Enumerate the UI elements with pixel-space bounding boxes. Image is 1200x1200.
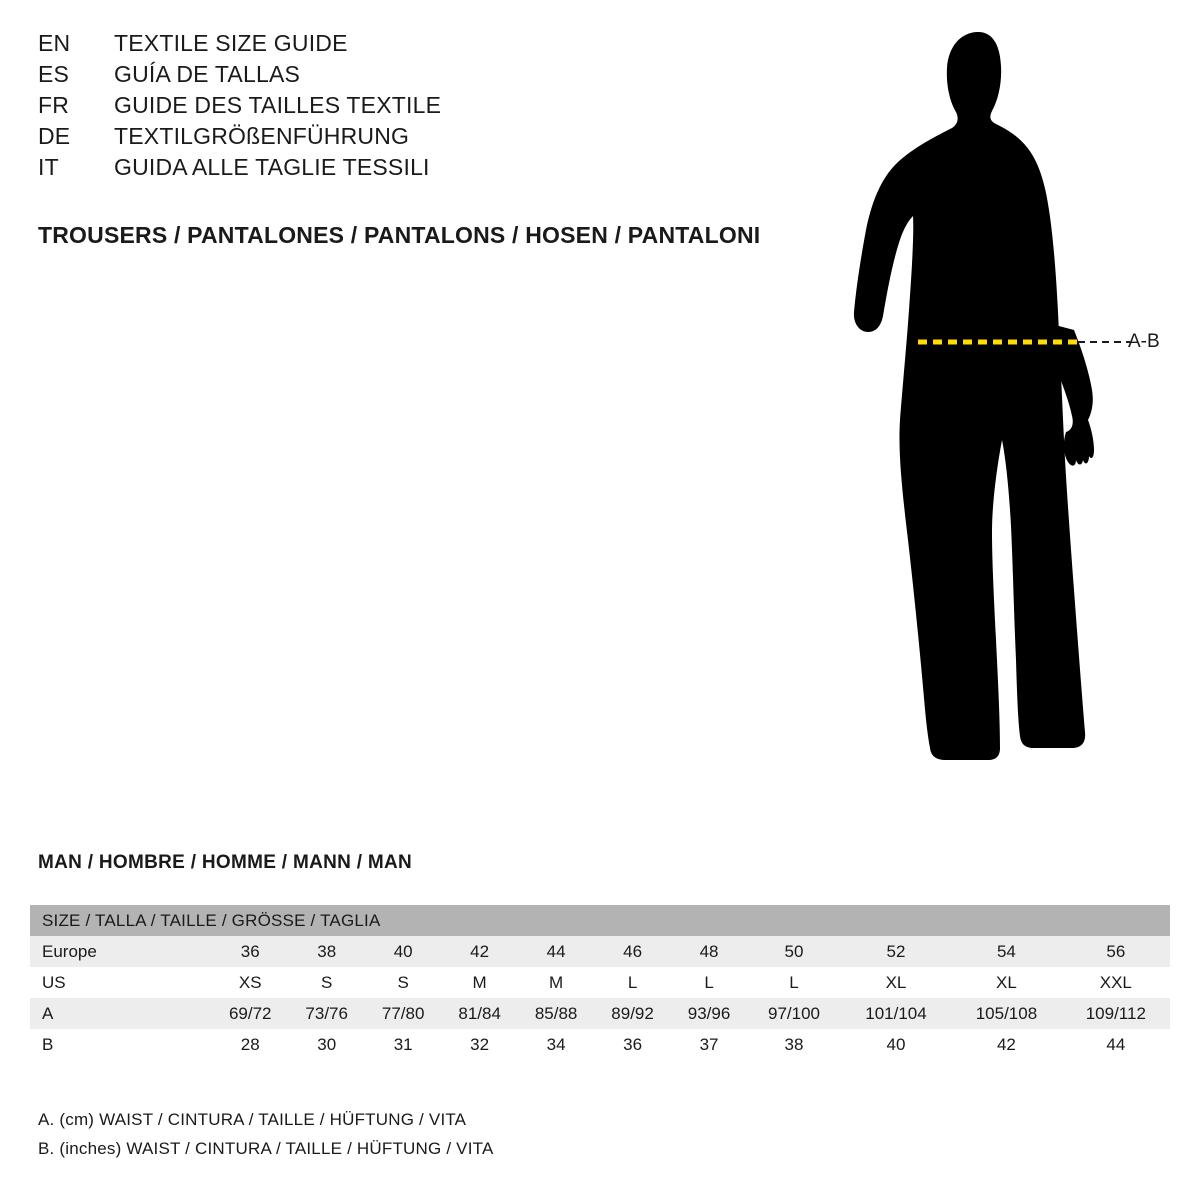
table-row <box>30 998 1170 1029</box>
language-row <box>38 123 818 154</box>
language-code: FR <box>38 92 70 118</box>
language-code: DE <box>38 123 71 149</box>
language-text: GUIDE DES TAILLES TEXTILE <box>114 92 442 118</box>
table-cell: 48 <box>699 941 719 961</box>
table-cell: 73/76 <box>305 1003 348 1023</box>
table-cell: M <box>472 972 487 992</box>
row-label: Europe <box>42 941 97 961</box>
row-label: B <box>42 1034 54 1054</box>
table-cell: 38 <box>317 941 337 961</box>
table-cell: XXL <box>1099 972 1132 992</box>
table-cell: XL <box>885 972 907 992</box>
language-code: IT <box>38 154 59 180</box>
table-cell: 36 <box>623 1034 643 1054</box>
table-cell: 81/84 <box>458 1003 501 1023</box>
table-cell: 44 <box>1106 1034 1126 1054</box>
table-cell: 56 <box>1106 941 1126 961</box>
table-cell: 44 <box>546 941 566 961</box>
table-cell: 46 <box>623 941 643 961</box>
table-cell: 109/112 <box>1085 1003 1146 1023</box>
language-row <box>38 30 818 61</box>
measure-label-ab: A-B <box>1128 331 1160 352</box>
table-section-title: MAN / HOMBRE / HOMME / MANN / MAN <box>38 852 413 873</box>
row-label: US <box>42 972 66 992</box>
table-cell: 52 <box>886 941 906 961</box>
table-cell: XS <box>238 972 262 992</box>
table-cell: 105/108 <box>975 1003 1038 1023</box>
table-cell: L <box>704 972 714 992</box>
size-table <box>30 905 1170 1060</box>
language-text: GUÍA DE TALLAS <box>114 61 301 87</box>
footnote-a: A. (cm) WAIST / CINTURA / TAILLE / HÜFTUNG / VITA <box>38 1110 467 1129</box>
language-text: GUIDA ALLE TAGLIE TESSILI <box>114 154 430 180</box>
table-cell: 40 <box>393 941 413 961</box>
table-header-row <box>30 905 1170 936</box>
language-row <box>38 154 818 185</box>
footnote-list <box>38 1110 494 1168</box>
table-cell: L <box>627 972 638 992</box>
language-code: ES <box>38 61 70 87</box>
table-cell: 38 <box>784 1034 804 1054</box>
table-cell: S <box>397 972 409 992</box>
figure-illustration <box>810 20 1190 810</box>
table-cell: M <box>549 972 564 992</box>
table-cell: 54 <box>996 941 1016 961</box>
table-cell: 42 <box>996 1034 1016 1054</box>
table-row <box>30 1029 1170 1060</box>
table-cell: 37 <box>699 1034 719 1054</box>
table-cell: S <box>321 972 333 992</box>
table-cell: 85/88 <box>534 1003 578 1023</box>
table-row <box>30 936 1170 967</box>
language-code: EN <box>38 30 71 56</box>
table-cell: 50 <box>784 941 804 961</box>
table-cell: 31 <box>393 1034 413 1054</box>
garment-type-title: TROUSERS / PANTALONES / PANTALONS / HOSEN / PANTALONI <box>38 222 761 248</box>
table-cell: 34 <box>546 1034 566 1054</box>
table-cell: XL <box>996 972 1017 992</box>
table-header-label: SIZE / TALLA / TAILLE / GRÖSSE / TAGLIA <box>42 910 381 930</box>
table-row <box>30 967 1170 998</box>
table-cell: 77/80 <box>381 1003 425 1023</box>
table-cell: 36 <box>240 941 260 961</box>
table-cell: 40 <box>886 1034 906 1054</box>
language-text: TEXTILE SIZE GUIDE <box>114 30 348 56</box>
table-cell: 30 <box>317 1034 337 1054</box>
table-cell: 89/92 <box>611 1003 654 1023</box>
table-cell: L <box>789 972 799 992</box>
row-label: A <box>42 1003 54 1023</box>
table-cell: 101/104 <box>865 1003 927 1023</box>
language-list <box>38 30 818 185</box>
table-cell: 97/100 <box>768 1003 821 1023</box>
language-row <box>38 61 818 92</box>
language-row <box>38 92 818 123</box>
table-cell: 28 <box>240 1034 260 1054</box>
man-silhouette-icon <box>810 20 1190 810</box>
table-cell: 69/72 <box>228 1003 272 1023</box>
table-cell: 32 <box>470 1034 490 1054</box>
language-text: TEXTILGRÖßENFÜHRUNG <box>114 123 410 149</box>
table-cell: 93/96 <box>687 1003 731 1023</box>
table-cell: 42 <box>470 941 490 961</box>
footnote-b: B. (inches) WAIST / CINTURA / TAILLE / HÜFTUNG / VITA <box>38 1139 494 1158</box>
